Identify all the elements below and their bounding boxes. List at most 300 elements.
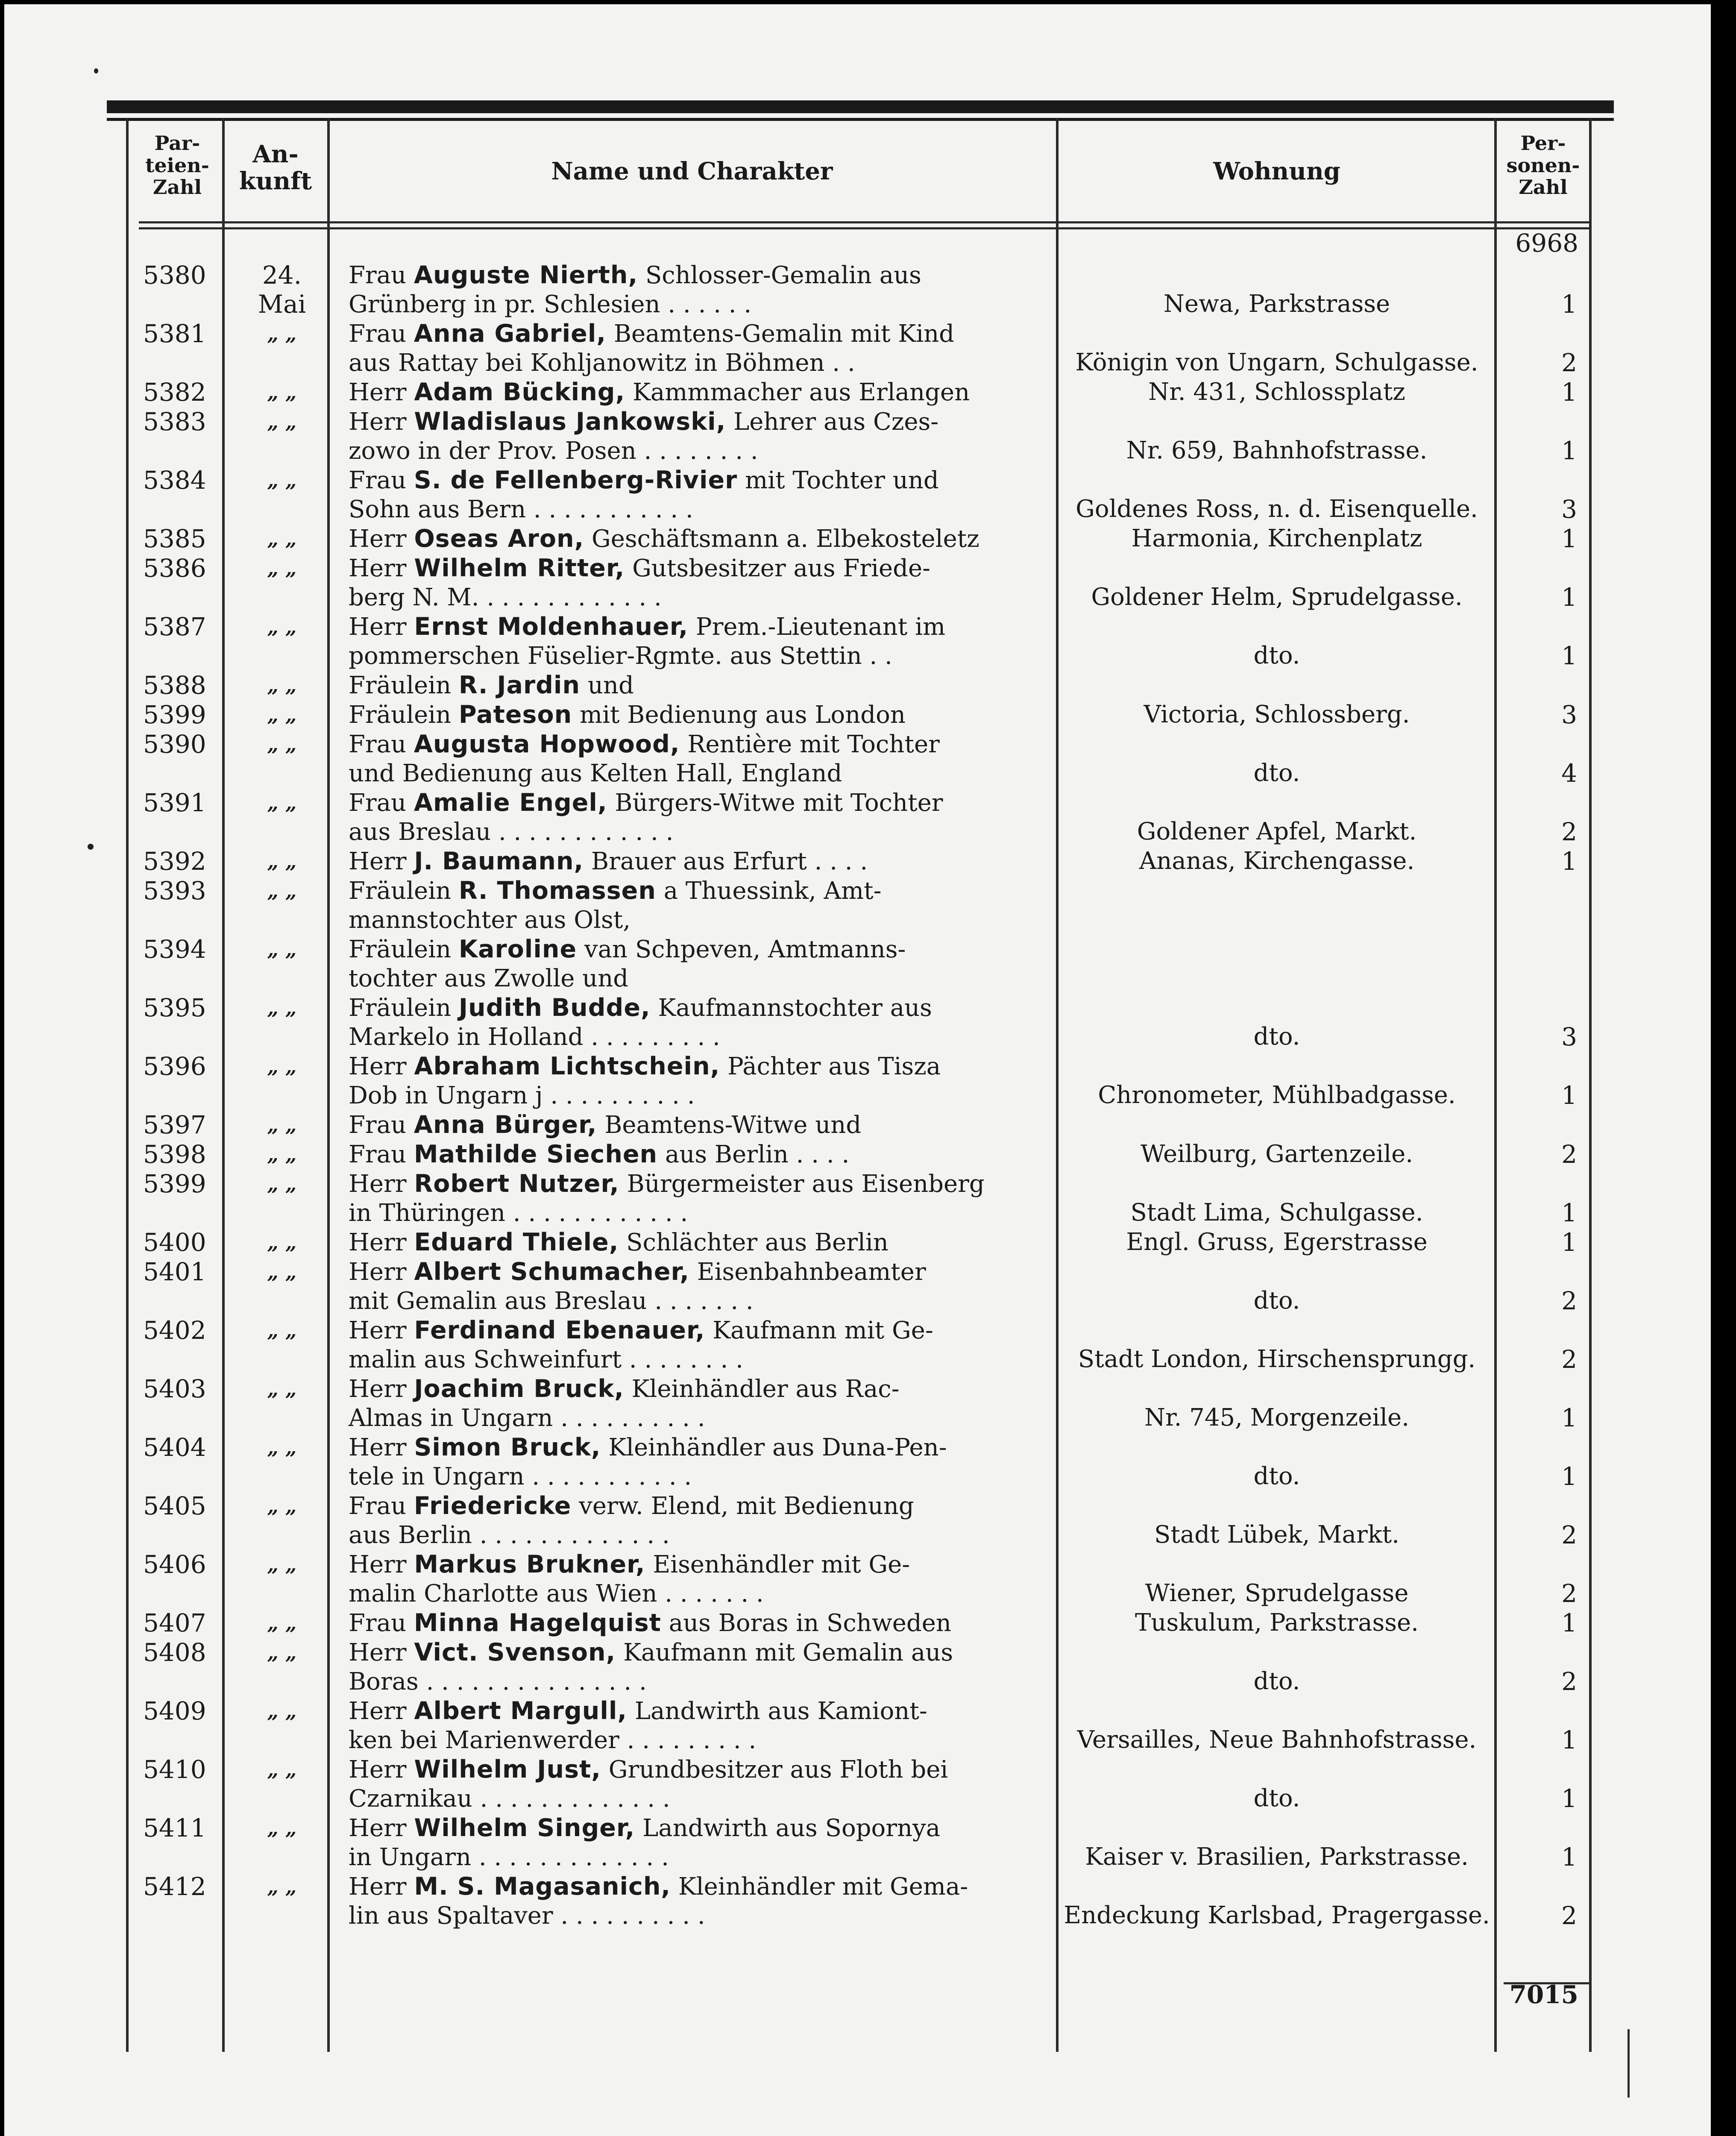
name-line-2: Almas in Ungarn . . . . . . . . . . <box>349 1404 705 1432</box>
person-name: Simon Bruck, <box>414 1433 601 1461</box>
table-row <box>4 847 1711 876</box>
person-name: Wilhelm Ritter, <box>414 554 625 582</box>
description: Beamtens-Witwe und <box>597 1111 862 1139</box>
name-charakter <box>349 1550 1041 1608</box>
header-wohnung: Wohnung <box>1213 157 1340 185</box>
name-line-2: berg N. M. . . . . . . . . . . . . <box>349 584 662 611</box>
wohnung: Nr. 431, Schlossplatz <box>1148 378 1405 406</box>
personen-zahl: 1 <box>1561 1198 1577 1227</box>
table-row <box>4 1550 1711 1608</box>
title: Herr <box>349 1170 414 1198</box>
wohnung: dto. <box>1253 759 1300 787</box>
description: Rentière mit Tochter <box>680 731 940 758</box>
table-row <box>4 1140 1711 1169</box>
parteien-zahl: 5396 <box>143 1052 206 1081</box>
table-row <box>4 1052 1711 1110</box>
ankunft: „ „ <box>267 322 297 345</box>
name-line-1 <box>349 731 940 758</box>
description: Prem.-Lieutenant im <box>688 613 946 641</box>
parteien-zahl: 5400 <box>143 1228 206 1257</box>
header-rule-2 <box>139 227 1589 229</box>
wohnung: dto. <box>1253 1784 1300 1812</box>
ankunft: „ „ <box>267 1055 297 1078</box>
person-name: Wilhelm Singer, <box>414 1814 635 1842</box>
name-charakter <box>349 1696 1041 1755</box>
header-personen-zahl: Per- sonen- Zahl <box>1506 132 1580 199</box>
personen-zahl: 1 <box>1561 1843 1577 1872</box>
title: Herr <box>349 1639 414 1667</box>
name-line-2: in Thüringen . . . . . . . . . . . . <box>349 1199 688 1227</box>
person-name: S. de Fellenberg-Rivier <box>413 466 738 494</box>
name-line-2: mannstochter aus Olst, <box>349 906 631 934</box>
title: Fräulein <box>349 877 459 905</box>
wohnung: Chronometer, Mühlbadgasse. <box>1098 1081 1456 1109</box>
personen-zahl: 2 <box>1561 1286 1577 1315</box>
name-line-1 <box>349 1434 947 1461</box>
name-charakter <box>349 993 1041 1052</box>
name-charakter <box>349 700 1041 730</box>
title: Herr <box>349 613 414 641</box>
wohnung: Goldener Apfel, Markt. <box>1137 818 1417 845</box>
parteien-zahl: 5410 <box>143 1755 206 1784</box>
ankunft: 24. Mai <box>258 261 306 319</box>
name-charakter <box>349 730 1041 788</box>
name-line-1 <box>349 1873 968 1901</box>
table-row <box>4 1110 1711 1139</box>
personen-zahl: 3 <box>1561 700 1577 729</box>
description: Grundbesitzer aus Floth bei <box>601 1756 948 1784</box>
name-charakter <box>349 407 1041 466</box>
personen-zahl: 1 <box>1561 847 1577 876</box>
person-name: Markus Brukner, <box>414 1550 645 1579</box>
ankunft: „ „ <box>267 527 297 550</box>
table-row <box>4 1813 1711 1872</box>
title: Fräulein <box>349 672 459 699</box>
margin-stroke <box>1628 2029 1630 2098</box>
name-line-1 <box>349 1141 849 1168</box>
name-charakter <box>349 466 1041 524</box>
wohnung: dto. <box>1253 1023 1300 1050</box>
ankunft: „ „ <box>267 1143 297 1166</box>
personen-zahl: 2 <box>1561 1140 1577 1169</box>
person-name: R. Jardin <box>458 671 581 699</box>
name-charakter <box>349 1638 1041 1696</box>
title: Fräulein <box>349 994 459 1022</box>
name-line-2: und Bedienung aus Kelten Hall, England <box>349 760 842 787</box>
name-line-1 <box>349 936 906 963</box>
wohnung: Goldener Helm, Sprudelgasse. <box>1091 583 1463 611</box>
person-name: Anna Gabriel, <box>413 320 607 348</box>
parteien-zahl: 5384 <box>143 466 206 495</box>
personen-zahl: 2 <box>1561 1667 1577 1696</box>
table-row <box>4 1491 1711 1549</box>
parteien-zahl: 5411 <box>143 1813 206 1843</box>
parteien-zahl: 5403 <box>143 1374 206 1403</box>
name-charakter <box>349 378 1041 407</box>
title: Frau <box>349 320 414 348</box>
person-name: Oseas Aron, <box>414 525 584 553</box>
name-line-2: aus Breslau . . . . . . . . . . . . <box>349 818 674 846</box>
personen-zahl: 2 <box>1561 1901 1577 1930</box>
title: Herr <box>349 1814 414 1842</box>
ankunft: „ „ <box>267 1494 297 1517</box>
personen-zahl: 1 <box>1561 524 1577 553</box>
name-line-1 <box>349 467 939 494</box>
description: Schlosser-Gemalin aus <box>638 261 921 289</box>
person-name: Vict. Svenson, <box>414 1638 616 1667</box>
table-row <box>4 1374 1711 1432</box>
description: a Thuessink, Amt- <box>656 877 882 905</box>
personen-zahl: 2 <box>1561 817 1577 846</box>
description: Lehrer aus Czes- <box>726 408 939 436</box>
ankunft: „ „ <box>267 1436 297 1459</box>
name-charakter <box>349 1052 1041 1110</box>
name-charakter <box>349 261 1041 319</box>
parteien-zahl: 5404 <box>143 1433 206 1462</box>
name-line-1 <box>349 994 932 1022</box>
description: Kaufmann mit Ge- <box>705 1317 933 1344</box>
table-row <box>4 524 1711 553</box>
name-charakter <box>349 671 1041 700</box>
table-row <box>4 935 1711 993</box>
title: Herr <box>349 1697 414 1725</box>
personen-zahl: 2 <box>1561 1520 1577 1549</box>
parteien-zahl: 5405 <box>143 1491 206 1520</box>
table-row <box>4 466 1711 524</box>
title: Frau <box>349 261 414 289</box>
person-name: Joachim Bruck, <box>414 1375 624 1403</box>
ankunft: „ „ <box>267 1641 297 1664</box>
name-charakter <box>349 1228 1041 1257</box>
wohnung: dto. <box>1253 1667 1300 1695</box>
personen-zahl: 3 <box>1561 495 1577 524</box>
description: Bürgers-Witwe mit Tochter <box>607 789 943 817</box>
person-name: Pateson <box>458 701 572 729</box>
title: Frau <box>349 1141 414 1168</box>
name-line-2: pommerschen Füselier-Rgmte. aus Stettin . . <box>349 642 892 670</box>
description: Kleinhändler mit Gema- <box>671 1873 968 1901</box>
person-name: J. Baumann, <box>414 847 584 875</box>
description: aus Berlin . . . . <box>657 1141 850 1168</box>
personen-zahl: 4 <box>1561 759 1577 788</box>
description: Bürgermeister aus Eisenberg <box>619 1170 985 1198</box>
person-name: Amalie Engel, <box>413 789 607 817</box>
person-name: Mathilde Siechen <box>413 1140 658 1168</box>
ink-speck-2 <box>94 68 98 73</box>
wohnung: Harmonia, Kirchenplatz <box>1131 525 1422 552</box>
person-name: Judith Budde, <box>458 994 651 1022</box>
ankunft: „ „ <box>267 791 297 814</box>
name-line-2: Dob in Ungarn j . . . . . . . . . . <box>349 1082 695 1109</box>
parteien-zahl: 5393 <box>143 876 206 905</box>
parteien-zahl: 5399 <box>143 1169 206 1198</box>
name-line-1 <box>349 789 943 817</box>
wohnung: Ananas, Kirchengasse. <box>1139 847 1415 875</box>
person-name: Albert Schumacher, <box>414 1258 689 1286</box>
parteien-zahl: 5397 <box>143 1110 206 1139</box>
ankunft: „ „ <box>267 850 297 873</box>
person-name: Ferdinand Ebenauer, <box>414 1316 705 1344</box>
wohnung: Victoria, Schlossberg. <box>1144 701 1410 728</box>
ankunft: „ „ <box>267 1758 297 1781</box>
table-row <box>4 1696 1711 1755</box>
title: Herr <box>349 1375 414 1403</box>
title: Herr <box>349 1258 414 1286</box>
ankunft: „ „ <box>267 1611 297 1634</box>
parteien-zahl: 5408 <box>143 1638 206 1667</box>
person-name: R. Thomassen <box>458 877 656 905</box>
table-row <box>4 612 1711 670</box>
description: und <box>580 672 634 699</box>
description: Gutsbesitzer aus Friede- <box>625 555 931 582</box>
wohnung: Stadt Lima, Schulgasse. <box>1130 1199 1423 1226</box>
parteien-zahl: 5409 <box>143 1696 206 1725</box>
name-charakter <box>349 1755 1041 1813</box>
personen-zahl: 1 <box>1561 641 1577 670</box>
description: Kammmacher aus Erlangen <box>625 378 970 406</box>
wohnung: Weilburg, Gartenzeile. <box>1140 1140 1413 1168</box>
name-line-1 <box>349 378 970 406</box>
name-charakter <box>349 1433 1041 1491</box>
name-line-1 <box>349 701 906 729</box>
title: Herr <box>349 1434 414 1461</box>
name-line-2: Markelo in Holland . . . . . . . . . <box>349 1023 720 1051</box>
name-line-2: Sohn aus Bern . . . . . . . . . . . <box>349 496 693 523</box>
wohnung: Tuskulum, Parkstrasse. <box>1135 1609 1419 1637</box>
name-line-2: zowo in der Prov. Posen . . . . . . . . <box>349 437 758 465</box>
header-ankunft: An- kunft <box>239 140 312 195</box>
name-line-1 <box>349 877 882 905</box>
person-name: Karoline <box>458 935 577 963</box>
name-line-1 <box>349 1229 889 1256</box>
parteien-zahl: 5387 <box>143 612 206 641</box>
title: Herr <box>349 1873 414 1901</box>
title: Herr <box>349 1756 414 1784</box>
name-line-1 <box>349 1756 948 1784</box>
personen-zahl: 2 <box>1561 1345 1577 1374</box>
name-charakter <box>349 612 1041 671</box>
wohnung: dto. <box>1253 1287 1300 1314</box>
header-rule-1 <box>139 221 1589 223</box>
person-name: Adam Bücking, <box>414 378 625 406</box>
person-name: Albert Margull, <box>414 1697 628 1725</box>
parteien-zahl: 5383 <box>143 407 206 436</box>
title: Frau <box>349 467 414 494</box>
person-name: Wladislaus Jankowski, <box>414 408 726 436</box>
person-name: Auguste Nierth, <box>413 261 638 289</box>
description: Brauer aus Erfurt . . . . <box>584 848 868 875</box>
parteien-zahl: 5381 <box>143 319 206 348</box>
table-row <box>4 407 1711 465</box>
ankunft: „ „ <box>267 1699 297 1722</box>
name-charakter <box>349 524 1041 554</box>
table-row <box>4 1228 1711 1257</box>
name-line-1 <box>349 848 868 875</box>
ankunft: „ „ <box>267 1260 297 1283</box>
name-line-2: Boras . . . . . . . . . . . . . . . <box>349 1668 647 1696</box>
title: Herr <box>349 525 414 553</box>
final-total: 7015 <box>1509 1980 1578 2009</box>
table-row <box>4 671 1711 700</box>
description: Eisenhändler mit Ge- <box>645 1551 910 1579</box>
title: Frau <box>349 731 414 758</box>
person-name: Eduard Thiele, <box>414 1228 619 1256</box>
ankunft: „ „ <box>267 1172 297 1195</box>
parteien-zahl: 5386 <box>143 554 206 583</box>
name-line-1 <box>349 1609 951 1637</box>
personen-zahl: 1 <box>1561 1403 1577 1432</box>
name-line-1 <box>349 1639 953 1667</box>
description: Kaufmannstochter aus <box>650 994 932 1022</box>
parteien-zahl: 5382 <box>143 378 206 407</box>
ankunft: „ „ <box>267 469 297 492</box>
name-line-2: ken bei Marienwerder . . . . . . . . . <box>349 1726 757 1754</box>
personen-zahl: 3 <box>1561 1022 1577 1051</box>
title: Herr <box>349 848 414 875</box>
ankunft: „ „ <box>267 1113 297 1136</box>
carry-total: 6968 <box>1515 229 1578 258</box>
name-charakter <box>349 1813 1041 1872</box>
title: Herr <box>349 555 414 582</box>
person-name: Wilhelm Just, <box>414 1755 601 1784</box>
table-row <box>4 1638 1711 1696</box>
title: Frau <box>349 789 414 817</box>
name-charakter <box>349 1140 1041 1169</box>
title: Herr <box>349 1229 414 1256</box>
table-row <box>4 378 1711 407</box>
wohnung: Endeckung Karlsbad, Pragergasse. <box>1064 1901 1490 1929</box>
person-name: Ernst Moldenhauer, <box>414 613 689 641</box>
wohnung: Königin von Ungarn, Schulgasse. <box>1075 349 1478 376</box>
title: Herr <box>349 1053 414 1080</box>
wohnung: Wiener, Sprudelgasse <box>1145 1579 1409 1607</box>
name-charakter <box>349 1169 1041 1228</box>
name-charakter <box>349 1257 1041 1316</box>
personen-zahl: 2 <box>1561 1579 1577 1608</box>
ink-speck <box>88 844 94 850</box>
personen-zahl: 1 <box>1561 1725 1577 1755</box>
description: mit Tochter und <box>737 467 939 494</box>
parteien-zahl: 5392 <box>143 847 206 876</box>
personen-zahl: 1 <box>1561 1228 1577 1257</box>
description: verw. Elend, mit Bedienung <box>571 1492 914 1520</box>
parteien-zahl: 5407 <box>143 1608 206 1637</box>
title: Frau <box>349 1609 414 1637</box>
name-charakter <box>349 788 1041 847</box>
ankunft: „ „ <box>267 410 297 433</box>
personen-zahl: 1 <box>1561 290 1577 319</box>
parteien-zahl: 5395 <box>143 993 206 1022</box>
ankunft: „ „ <box>267 1816 297 1840</box>
name-line-1 <box>349 1814 940 1842</box>
name-charakter <box>349 1491 1041 1550</box>
parteien-zahl: 5388 <box>143 671 206 700</box>
title: Herr <box>349 408 414 436</box>
table-row <box>4 876 1711 934</box>
name-line-1 <box>349 408 938 436</box>
wohnung: Engl. Gruss, Egerstrasse <box>1126 1228 1428 1256</box>
name-charakter <box>349 1374 1041 1433</box>
table-row <box>4 1872 1711 1930</box>
title: Herr <box>349 378 414 406</box>
wohnung: dto. <box>1253 642 1300 669</box>
name-charakter <box>349 935 1041 993</box>
table-row <box>4 319 1711 377</box>
name-line-2: malin aus Schweinfurt . . . . . . . . <box>349 1346 743 1373</box>
name-line-1 <box>349 1258 926 1286</box>
name-line-1 <box>349 1492 914 1520</box>
ankunft: „ „ <box>267 674 297 697</box>
name-line-2: aus Rattay bei Kohljanowitz in Böhmen . . <box>349 349 855 377</box>
name-line-2: tochter aus Zwolle und <box>349 965 629 992</box>
name-line-2: malin Charlotte aus Wien . . . . . . . <box>349 1580 764 1608</box>
wohnung: Stadt Lübek, Markt. <box>1154 1521 1399 1549</box>
table-row <box>4 788 1711 846</box>
parteien-zahl: 5402 <box>143 1316 206 1345</box>
name-line-2: Grünberg in pr. Schlesien . . . . . . <box>349 290 752 318</box>
top-thick-rule <box>107 100 1614 113</box>
description: Beamtens-Gemalin mit Kind <box>606 320 955 348</box>
parteien-zahl: 5401 <box>143 1257 206 1286</box>
name-charakter <box>349 1110 1041 1140</box>
wohnung: Nr. 659, Bahnhofstrasse. <box>1126 437 1428 464</box>
name-charakter <box>349 1608 1041 1638</box>
name-line-2: lin aus Spaltaver . . . . . . . . . . <box>349 1902 705 1930</box>
wohnung: Stadt London, Hirschensprungg. <box>1078 1345 1476 1373</box>
person-name: Robert Nutzer, <box>414 1170 619 1198</box>
person-name: M. S. Magasanich, <box>414 1872 671 1901</box>
description: Kaufmann mit Gemalin aus <box>616 1639 953 1667</box>
person-name: Abraham Lichtschein, <box>414 1052 720 1080</box>
title: Frau <box>349 1492 414 1520</box>
table-row <box>4 1257 1711 1315</box>
parteien-zahl: 5385 <box>143 524 206 553</box>
table-row <box>4 700 1711 729</box>
ankunft: „ „ <box>267 733 297 756</box>
table-row <box>4 1608 1711 1637</box>
personen-zahl: 1 <box>1561 378 1577 407</box>
person-name: Minna Hagelquist <box>413 1609 661 1637</box>
wohnung: Nr. 745, Morgenzeile. <box>1144 1404 1409 1432</box>
name-line-2: mit Gemalin aus Breslau . . . . . . . <box>349 1287 754 1315</box>
personen-zahl: 1 <box>1561 1784 1577 1813</box>
ankunft: „ „ <box>267 1231 297 1254</box>
person-name: Anna Bürger, <box>413 1111 597 1139</box>
parteien-zahl: 5412 <box>143 1872 206 1901</box>
header-name-charakter: Name und Charakter <box>551 157 833 185</box>
name-line-1 <box>349 1375 900 1403</box>
personen-zahl: 1 <box>1561 1081 1577 1110</box>
name-charakter <box>349 319 1041 378</box>
ankunft: „ „ <box>267 879 297 902</box>
name-line-1 <box>349 672 634 699</box>
name-line-1 <box>349 261 921 289</box>
table-row <box>4 730 1711 788</box>
description: aus Boras in Schweden <box>661 1609 951 1637</box>
name-charakter <box>349 847 1041 876</box>
name-line-1 <box>349 1697 927 1725</box>
name-charakter <box>349 876 1041 935</box>
name-line-2: aus Berlin . . . . . . . . . . . . . <box>349 1521 670 1549</box>
name-charakter <box>349 554 1041 612</box>
ankunft: „ „ <box>267 996 297 1019</box>
personen-zahl: 1 <box>1561 1462 1577 1491</box>
ankunft: „ „ <box>267 1319 297 1342</box>
table-row <box>4 554 1711 612</box>
person-name: Augusta Hopwood, <box>413 730 680 758</box>
description: Schlächter aus Berlin <box>619 1229 889 1256</box>
table-row <box>4 261 1711 319</box>
